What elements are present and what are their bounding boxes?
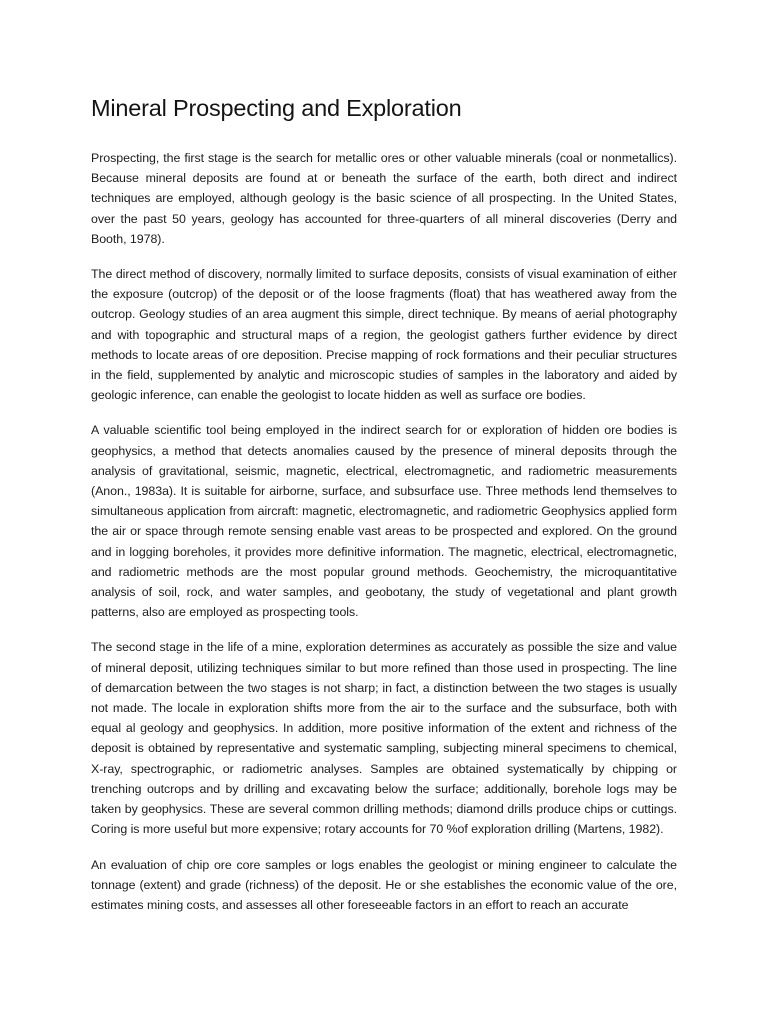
document-page [91, 92, 677, 915]
paragraph-evaluation: An evaluation of chip ore core samples or logs enables the geologist or mining engineer to calculate the tonnage (extent) and grade (richness) of the deposit. He or she establishes the economic value of the ore, estimates mining costs, and assesses all other foreseeable factors in an effort to reach an accurate [91, 857, 677, 912]
paragraph-prospecting: Prospecting, the first stage is the search for metallic ores or other valuable minerals (coal or nonmetallics). Because mineral deposits are found at or beneath the surface of the earth, both direct and indirect techniques are employed, although geology is the basic science of all prospecting. In the United States, over the past 50 years, geology has accounted for three-quarters of all mineral discoveries (Derry and Booth, 1978). [91, 151, 677, 246]
document-title: Mineral Prospecting and Exploration [91, 95, 462, 121]
paragraph-direct-method: The direct method of discovery, normally limited to surface deposits, consists of visual examination of either the exposure (outcrop) of the deposit or of the loose fragments (float) that has weathered away from the outcrop. Geology studies of an area augment this simple, direct technique. By means of aerial photography and with topographic and structural maps of a region, the geologist gathers further evidence by direct methods to locate areas of ore deposition. Precise mapping of rock formations and their peculiar structures in the field, supplemented by analytic and microscopic studies of samples in the laboratory and aided by geologic inference, can enable the geologist to locate hidden as well as surface ore bodies. [91, 267, 677, 403]
paragraph-geophysics: A valuable scientific tool being employed in the indirect search for or exploration of hidden ore bodies is geophysics, a method that detects anomalies caused by the presence of mineral deposits through the analysis of gravitational, seismic, magnetic, electrical, electromagnetic, and radiometric measurements (Anon., 1983a). It is suitable for airborne, surface, and subsurface use. Three methods lend themselves to simultaneous application from aircraft: magnetic, electromagnetic, and radiometric Geophysics applied form the air or space through remote sensing enable vast areas to be prospected and explored. On the ground and in logging boreholes, it provides more definitive information. The magnetic, electrical, electromagnetic, and radiometric methods are the most popular ground methods. Geochemistry, the microquantitative analysis of soil, rock, and water samples, and geobotany, the study of vegetational and plant growth patterns, also are employed as prospecting tools. [91, 423, 677, 620]
paragraph-exploration: The second stage in the life of a mine, exploration determines as accurately as possible the size and value of mineral deposit, utilizing techniques similar to but more refined than those used in prospecting. The line of demarcation between the two stages is not sharp; in fact, a distinction between the two stages is usually not made. The locale in exploration shifts more from the air to the surface and the subsurface, both with equal al geology and geophysics. In addition, more positive information of the extent and richness of the deposit is obtained by representative and systematic sampling, subjecting mineral specimens to chemical, X-ray, spectrographic, or radiometric analyses. Samples are obtained systematically by chipping or trenching outcrops and by drilling and excavating below the surface; additionally, borehole logs may be taken by geophysics. These are several common drilling methods; diamond drills produce chips or cuttings. Coring is more useful but more expensive; rotary accounts for 70 %of exploration drilling (Martens, 1982). [91, 640, 677, 837]
